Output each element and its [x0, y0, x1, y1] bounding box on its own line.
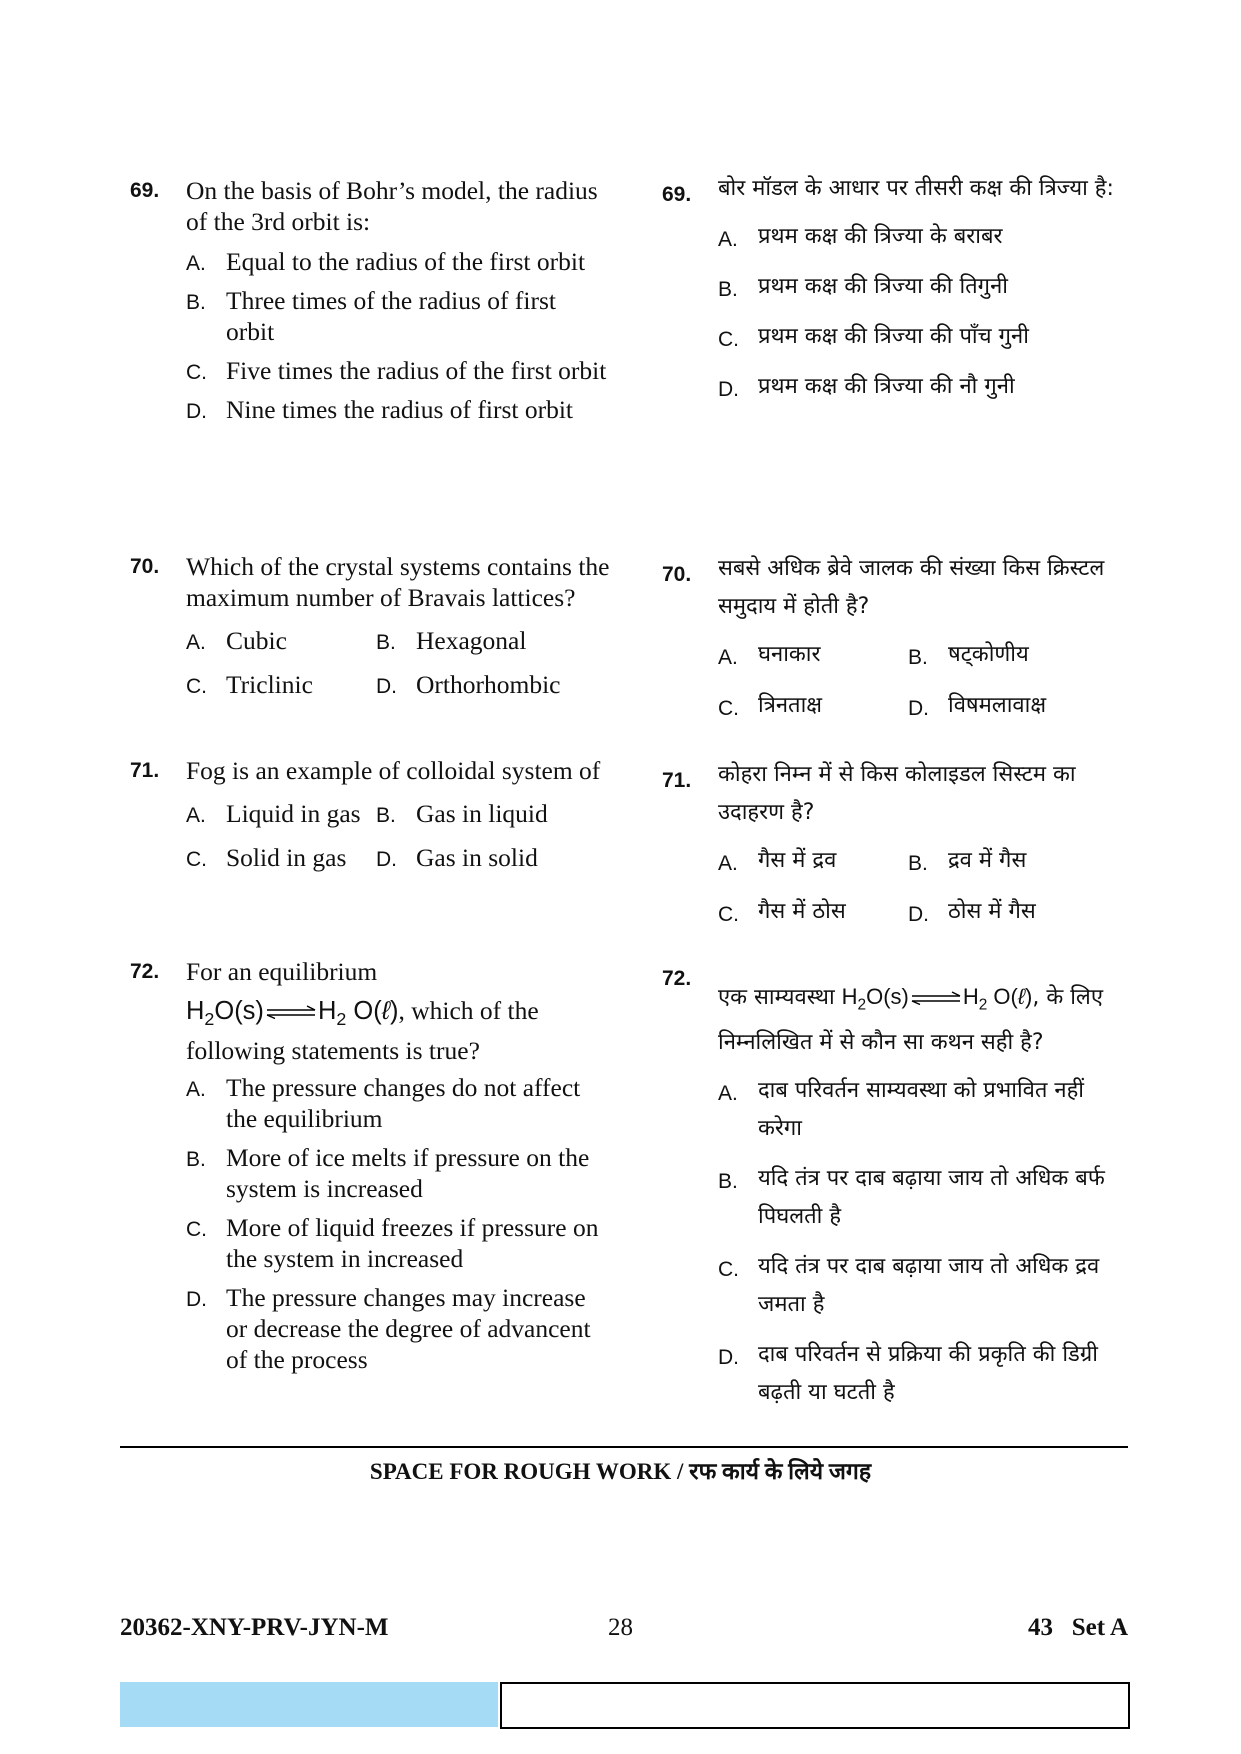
- question-text: एक साम्यवस्था $H_2O(s)$ $H_2$ O(ℓ), के लिए निम्नलिखित में से कौन सा कथन सही है?: [718, 984, 1103, 1056]
- question-number: 72.: [130, 960, 160, 983]
- question-number: 70.: [130, 555, 160, 578]
- option-c: C. त्रिनताक्ष: [718, 693, 823, 720]
- option-c: C. Solid in gas: [186, 843, 347, 872]
- rough-work-heading: SPACE FOR ROUGH WORK / रफ कार्य के लिये जगह: [369, 1459, 872, 1484]
- option-a: A. घनाकार: [718, 642, 821, 669]
- option-b: B. प्रथम कक्ष की त्रिज्या की तिगुनी: [718, 274, 1008, 301]
- question-text: कोहरा निम्न में से किस कोलाइडल सिस्टम का उदाहरण है?: [718, 762, 1076, 825]
- option-b: B. Gas in liquid: [376, 799, 548, 828]
- question-number: 71.: [130, 759, 160, 782]
- option-d: D. The pressure changes may increase or decrease the degree of advancent of the process: [186, 1283, 591, 1375]
- option-b: B. षट्कोणीय: [908, 642, 1029, 669]
- option-d: D. Nine times the radius of first orbit: [186, 395, 574, 424]
- option-b: B. यदि तंत्र पर दाब बढ़ाया जाय तो अधिक बर्फ पिघलती है: [718, 1166, 1105, 1230]
- question-text: सबसे अधिक ब्रेवे जालक की संख्या किस क्रिस्टल समुदाय में होती है?: [718, 556, 1105, 619]
- option-d: D. ठोस में गैस: [908, 899, 1036, 926]
- page-number: 28: [608, 1614, 633, 1641]
- footer-box: [500, 1682, 1130, 1729]
- question-text: Which of the crystal systems contains the maximum number of Bravais lattices?: [186, 552, 610, 612]
- option-d: D. विषमलावाक्ष: [908, 693, 1047, 720]
- option-a: A. Equal to the radius of the first orbit: [186, 247, 586, 276]
- option-a: A. गैस में द्रव: [718, 848, 837, 875]
- question-text: On the basis of Bohr’s model, the radius of the 3rd orbit is:: [186, 176, 598, 236]
- question-72-en: [130, 956, 610, 1375]
- question-number: 69.: [130, 179, 160, 202]
- question-number: 69.: [662, 183, 692, 206]
- question-70-en: [130, 551, 610, 700]
- option-b: B. More of ice melts if pressure on the system is increased: [186, 1143, 590, 1204]
- question-text: For an equilibrium $H_2O(s)$ $H_2$ O(ℓ), which of the following statements is true?: [186, 957, 539, 1066]
- divider-line: [120, 1446, 1128, 1448]
- option-b: B. Three times of the radius of first orbit: [186, 286, 556, 346]
- option-c: C. गैस में ठोस: [718, 899, 846, 926]
- question-text: Fog is an example of colloidal system of: [186, 756, 601, 785]
- option-a: A. प्रथम कक्ष की त्रिज्या के बराबर: [718, 224, 1003, 251]
- option-d: D. Orthorhombic: [376, 670, 561, 699]
- question-number: 72.: [662, 967, 692, 990]
- set-label: 43 Set A: [1028, 1614, 1128, 1641]
- option-a: A. Cubic: [186, 626, 287, 655]
- footer-blue-bar: [120, 1682, 498, 1727]
- question-text: बोर मॉडल के आधार पर तीसरी कक्ष की त्रिज्या है:: [718, 176, 1114, 201]
- option-d: D. प्रथम कक्ष की त्रिज्या की नौ गुनी: [718, 374, 1015, 401]
- question-71-hi: [662, 756, 1132, 931]
- option-c: C. यदि तंत्र पर दाब बढ़ाया जाय तो अधिक द्रव जमता है: [718, 1254, 1100, 1318]
- option-d: D. Gas in solid: [376, 843, 538, 872]
- option-c: C. More of liquid freezes if pressure on the system in increased: [186, 1213, 599, 1274]
- question-69-hi: [662, 170, 1132, 406]
- option-a: A. दाब परिवर्तन साम्यवस्था को प्रभावित नहीं करेगा: [718, 1078, 1085, 1142]
- option-c: C. प्रथम कक्ष की त्रिज्या की पाँच गुनी: [718, 324, 1029, 351]
- option-c: C. Five times the radius of the first orbit: [186, 356, 607, 385]
- question-72-hi: [662, 954, 1132, 1412]
- question-69-en: [130, 175, 610, 425]
- option-d: D. दाब परिवर्तन से प्रक्रिया की प्रकृति की डिग्री बढ़ती या घटती है: [718, 1342, 1098, 1406]
- chemical-equation: $H_2O(s)$ $H_2$ O(ℓ): [841, 984, 1033, 1014]
- question-71-en: [130, 755, 610, 873]
- option-a: A. The pressure changes do not affect the equilibrium: [186, 1073, 581, 1134]
- equilibrium-arrow-icon: [265, 1005, 317, 1019]
- question-number: 70.: [662, 563, 692, 586]
- option-b: B. द्रव में गैस: [908, 848, 1027, 875]
- option-a: A. Liquid in gas: [186, 799, 361, 828]
- option-b: B. Hexagonal: [376, 626, 527, 655]
- question-70-hi: [662, 550, 1132, 725]
- chemical-equation: $H_2O(s)$ $H_2$ O(ℓ): [186, 997, 399, 1030]
- option-c: C. Triclinic: [186, 670, 313, 699]
- paper-code: 20362-XNY-PRV-JYN-M: [120, 1614, 389, 1641]
- equilibrium-arrow-icon: [910, 991, 962, 1005]
- question-number: 71.: [662, 769, 692, 792]
